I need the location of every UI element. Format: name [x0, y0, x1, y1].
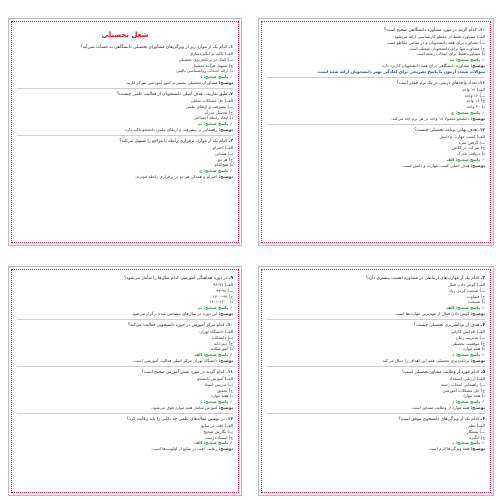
answer: ✓ پاسخ صحیح: د [199, 74, 233, 80]
option: الف) ۱۲ واحد [461, 86, 485, 92]
option: ج) تسهیل فرآیند تحصیل [192, 62, 233, 68]
option: ج) تحقیق [216, 387, 233, 393]
question-text: کدام یک از مهارت‌های ارتباطی در مشاوره اهمیت بیشتری دارد؟ [365, 276, 480, 281]
question-text: کدام مرکز آموزش در حوزه دانشجویی فعالیت می‌کند؟ [127, 322, 225, 328]
option: ب) دانشکده [211, 334, 233, 340]
answer: ✓ پاسخ صحیح: الف [194, 352, 233, 358]
question-number: ۲. [228, 91, 233, 97]
option: ج) استناد درست [204, 434, 233, 440]
question-number: ۵. [480, 369, 485, 375]
explanation: توضیح: احترام و همدلی هر دو در برقراری رابطه موثرند. [134, 174, 233, 180]
explanation: توضیح: همه ویژگی‌ها لازم است. [427, 446, 485, 452]
option: ب) گرفتن نمره [458, 139, 485, 145]
option: الف) تاکید بر انگیزه‌سازی [189, 51, 233, 56]
answer: ✓ پاسخ صحیح: ب [197, 305, 233, 311]
option: ب) ۱۴ واحد [464, 92, 485, 98]
answer: ✓ پاسخ صحیح: الف [194, 440, 233, 446]
option: ب) مشاوره برای همه دانشجویان و در تمامی مقاطع است [386, 39, 485, 45]
divider [17, 413, 233, 414]
question-block [267, 276, 485, 317]
option: د) همه موارد [463, 393, 485, 399]
option: الف) آموزش دانشجو [197, 375, 233, 381]
page-top-right [258, 18, 494, 246]
option: الف) ارزیابی استعداد [449, 375, 485, 381]
question-block [267, 370, 485, 411]
option: ب) مدیریت زمان [455, 334, 485, 340]
question-block [267, 128, 485, 169]
option: الف) ۹۷-۹۸ [213, 282, 233, 287]
option: ب) صحبت کردن زیاد [449, 287, 485, 293]
option: ب) نگارش صحیح [203, 428, 233, 434]
option: ج) مشاوره تنها برای دانشجویان ضعیف است [409, 45, 485, 51]
explanation: توضیح: مشاوران تحصیلی بیشتر بر امور آموزشی تمرکز دارند. [125, 80, 233, 86]
divider [17, 135, 233, 136]
question-block [17, 139, 233, 180]
answer: ✓ پاسخ صحیح: د [451, 352, 485, 358]
option: ج) حل مشکلات آموزشی [442, 387, 485, 393]
answer: ✓ پاسخ صحیح: د [199, 399, 233, 405]
question-text: در نوشتن مقاله‌های علمی چه نکاتی را باید رعایت کرد؟ [126, 416, 225, 422]
option: الف) گوش دادن فعال [447, 282, 485, 287]
question-text: کدام گزینه در مورد نقش آموزش صحیح است؟ [141, 369, 225, 375]
question-block [17, 276, 233, 317]
option: د) همه موارد [211, 393, 233, 399]
explanation: توضیح: دانشجو معمولا ۱۸ واحد در هر ترم اخذ می‌کند. [391, 115, 485, 121]
question-text: کدام یک از موارد، برقراری رابطه با مراجع را تسهیل می‌کند؟ [119, 138, 228, 144]
question-block [267, 323, 485, 364]
answer: ✓ پاسخ صحیح: ج [199, 168, 233, 174]
divider [267, 77, 485, 78]
question-text: کدام مورد از وظایف مشاور تحصیلی است؟ [401, 369, 480, 375]
option: ج) قضاوت [466, 293, 485, 299]
option: الف) حل مشکلات شغلی [190, 97, 233, 103]
explanation: توضیح: راهنمایی بر پیشرفت و ارتقای علمی دانشجو تاکید دارد. [123, 127, 233, 133]
question-block [17, 323, 233, 364]
divider [267, 124, 485, 125]
explanation: توضیح: گوش دادن فعال از مهم‌ترین مهارت‌ها است. [394, 311, 485, 317]
answer: ✓ پاسخ صحیح: ج [451, 109, 485, 115]
option: د) ۲۰ واحد [466, 104, 485, 110]
question-block [17, 92, 233, 133]
question-number: ۳. [480, 276, 485, 281]
question-block [17, 370, 233, 411]
option: الف) دقت در منابع [201, 422, 233, 428]
option: ب) پیشرفت و ارتقای علمی [185, 103, 233, 109]
answer: ✓ پاسخ صحیح: د [451, 399, 485, 405]
option: الف) مشاوره فقط در مقطع کارشناسی ارائه می‌شود [394, 34, 485, 39]
option: د) ارائه خدمات روانشناسی بالینی [176, 68, 233, 74]
answer: ✓ پاسخ صحیح: ب [449, 57, 485, 63]
question-block [267, 417, 485, 452]
option: د) ۱۴۰۰-۱۴۰۱ [209, 299, 233, 305]
question-number: ۴. [480, 322, 485, 328]
highlight-note: سوالات متعدد آزمون با پاسخ تشریحی برای آمادگی بهتر دانشجویان ارائه شده است. [317, 68, 485, 74]
question-number: ۹. [228, 276, 233, 281]
option: ج) دبیرخانه [213, 340, 233, 346]
explanation: توضیح: هدف اصلی کسب مهارت و دانش است. [401, 162, 485, 168]
option: د) دریافت مدرک [456, 151, 485, 157]
option: ب) کمک در برنامه‌ریزی تحصیلی [178, 56, 233, 62]
question-number: ۶. [480, 416, 485, 422]
explanation: توضیح: برنامه‌ریزی تحصیلی همه این اهداف را دنبال می‌کند. [381, 358, 485, 364]
option: ب) همدلی [214, 150, 233, 156]
page-top-left [8, 18, 242, 246]
option: ب) راهنمایی انتخاب رشته [440, 381, 485, 387]
divider [267, 366, 485, 367]
question-number: ۱۰. [226, 322, 233, 328]
question-number: ۱. [228, 45, 233, 50]
answer: ✓ پاسخ صحیح: د [451, 440, 485, 446]
option: د) آموزشکده [210, 346, 233, 352]
question-text: کدام یک از موارد زیر از ویژگی‌های مشاوران تحصیلی دانشگاهی به حساب نمی‌آید؟ [80, 45, 228, 50]
option: ب) تدریس استاد [204, 381, 233, 387]
question-block [17, 45, 233, 86]
question-text: کدام گزینه در مورد مشاوره دانشگاهی صحیح است؟ [384, 28, 477, 33]
question-block [267, 81, 485, 122]
explanation: توضیح: دانشگاه تهران مرکز اصلی فعالیت آموزشی است. [132, 358, 233, 364]
option: د) نصیحت [467, 299, 485, 305]
question-text: کدام یک از ویژگی‌های دانشجوی موفق است؟ [398, 416, 480, 422]
divider [17, 319, 233, 320]
option: الف) نظم [468, 422, 485, 428]
page-title: شغل تحصیلی [101, 31, 149, 39]
question-number: ۱۲. [478, 127, 485, 133]
explanation: توضیح: رعایت دقت در منابع از اولویت‌ها است. [151, 446, 233, 452]
option: ج) موفقیت تحصیلی [451, 340, 485, 346]
divider [17, 88, 233, 89]
explanation: توضیح: مشاوره دانشگاهی برای همه دانشجویان کاربرد دارد. [380, 63, 485, 69]
option: ج) ۹۹-۱۴۰۰ [212, 293, 233, 299]
option: الف) دانشگاه تهران [199, 328, 233, 334]
option: د) مشاوره فقط برای انتخاب رشته است [416, 51, 485, 57]
question-number: ۱۱. [478, 80, 485, 86]
answer: ✓ پاسخ صحیح: ب [197, 121, 233, 127]
option: د) ایجاد رابطه اجتماعی [193, 115, 233, 121]
question-text: طبق تعاریف، هدف اصلی دانشجویان از فعالیت علمی چیست؟ [116, 91, 228, 97]
question-text: در دوره هماهنگی آموزشی کدام سال‌ها را شامل می‌شود؟ [124, 276, 228, 281]
question-block [267, 28, 485, 75]
option: ج) هر دو [217, 156, 233, 162]
question-text: هدف از برنامه‌ریزی تحصیلی چیست؟ [413, 322, 480, 328]
question-number: ۱۰. [478, 28, 485, 33]
page-bottom-left [8, 266, 242, 496]
option: ج) تحصیل مدرک [204, 109, 233, 115]
page-bottom-right [258, 266, 494, 496]
option: د) هیچ‌کدام [214, 162, 233, 168]
option: ج) ۱۸ واحد [465, 98, 485, 104]
option: ب) پشتکار [466, 428, 485, 434]
divider [17, 366, 233, 367]
explanation: توضیح: همه موارد از وظایف مشاور است. [410, 405, 485, 411]
question-text: هدف نهایی برنامه تحصیلی چیست؟ [414, 127, 477, 133]
option: الف) افزایش کارایی [450, 328, 485, 334]
divider [267, 413, 485, 414]
explanation: توضیح: این دوره در سال‌های مشخص شده برگزار می‌شود. [130, 311, 233, 317]
answer: ✓ پاسخ صحیح: الف [446, 305, 485, 311]
divider [267, 319, 485, 320]
explanation: توضیح: آموزش شامل همه موارد فوق می‌شود. [150, 405, 233, 411]
option: الف) احترام [212, 144, 233, 150]
question-number: ۳. [228, 138, 233, 144]
option: ج) شرکت در کلاس [452, 145, 485, 151]
question-block [17, 417, 233, 452]
option: ج) انگیزه [469, 434, 485, 440]
question-number: ۱۲. [226, 416, 233, 422]
question-number: ۱۱. [226, 369, 233, 375]
question-text: تعداد واحدهای درسی در یک ترم چقدر است؟ [396, 80, 477, 86]
option: الف) کسب مهارت و دانش [439, 133, 485, 139]
option: د) همه موارد [463, 346, 485, 352]
option: ب) ۹۸-۹۹ [215, 287, 233, 293]
answer: ✓ پاسخ صحیح: الف [446, 156, 485, 162]
